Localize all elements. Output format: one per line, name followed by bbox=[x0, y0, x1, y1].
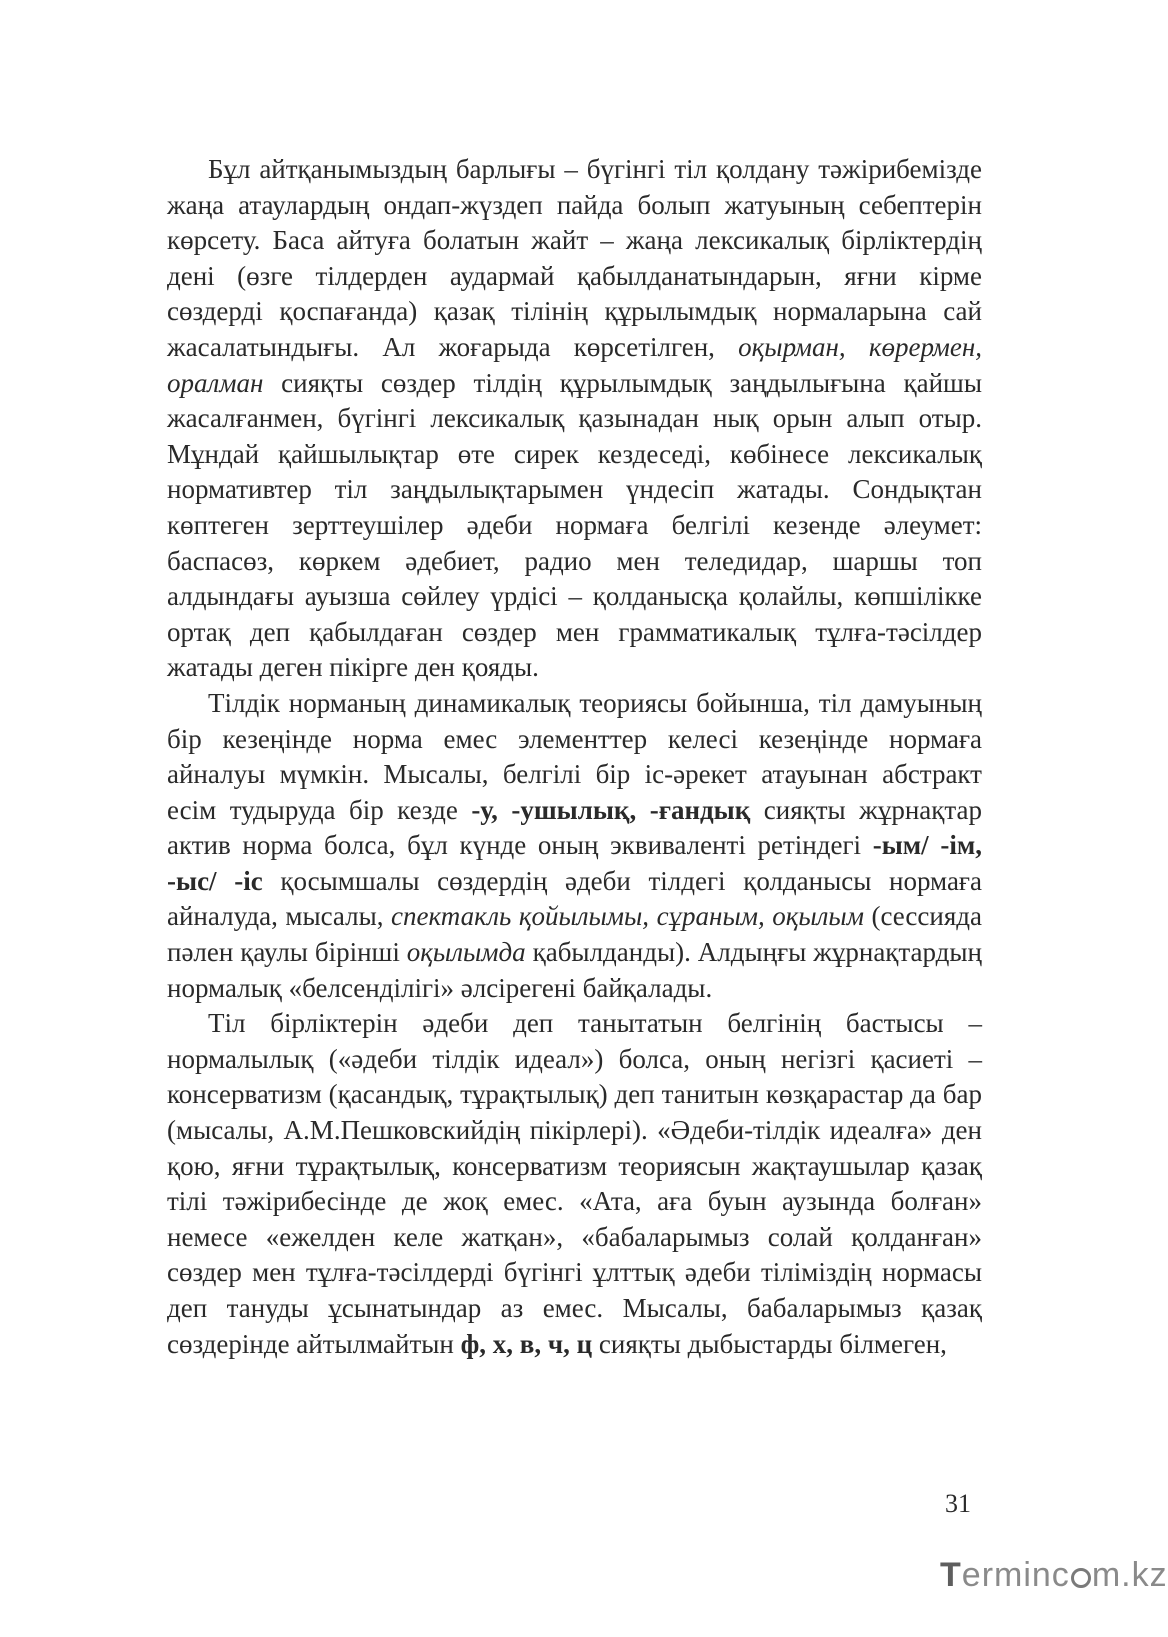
text-run: қосымшалы сөздердің әдеби тілдегі қолданысы нормаға айналуда, мысалы, bbox=[167, 865, 982, 932]
page-number: 31 bbox=[945, 1489, 971, 1518]
text-run: Бұл айтқанымыздың барлығы – бүгінгі тіл қолдану тәжірибемізде жаңа атаулардың ондап-жүздеп пайда болып жатуының себептерін көрсету. Баса айтуға болатын жайт – жаңа лексикалық бірліктердің дені (өзге тілдерден аудармай қабылданатындарын, яғни кірме сөздерді қоспағанда) қазақ тілінің құрылымдық нормаларына сай жасалатындығы. Ал жоғарыда көрсетілген, bbox=[167, 154, 982, 362]
text-run: Тілдік норманың динамикалық теориясы бойынша, тіл дамуының бір кезеңінде норма емес элементтер келесі кезеңінде нормаға айналуы мүмкін. Мысалы, белгілі бір іс-әрекет атауынан абстракт есім тудыруда бір кезде bbox=[167, 687, 982, 825]
text-run: қабылданды). Алдыңғы жұрнақтардың нормалық «белсенділігі» әлсірегені байқалады. bbox=[167, 937, 982, 1003]
watermark-initial: T bbox=[940, 1556, 962, 1594]
paragraph bbox=[167, 1006, 982, 1362]
bold-text-run: ф, х, в, ч, ц bbox=[460, 1328, 593, 1359]
text-run: сияқты сөздер тілдің құрылымдық заңдылығына қайшы жасалғанмен, бүгінгі лексикалық қазынадан нық орын алып отыр. Мұндай қайшылықтар өте сирек кездеседі, көбінесе лексикалық нормативтер тіл заңдылықтарымен үндесіп жатады. Сондықтан көптеген зерттеушілер әдеби нормаға белгілі кезенде әлеумет: баспасөз, көркем әдебиет, радио мен теледидар, шаршы топ алдындағы ауызша сөйлеу үрдісі – қолданысқа қолайлы, көпшілікке ортақ деп қабылдаған сөздер мен грамматикалық тұлға-тәсілдер жатады деген пікірге ден қояды. bbox=[167, 367, 982, 683]
bold-text-run: -у, -ушылық, -ғандық bbox=[471, 794, 751, 825]
watermark-text-part2: m.kz bbox=[1091, 1556, 1168, 1594]
text-run: сияқты дыбыстарды білмеген, bbox=[592, 1328, 947, 1359]
text-run: сияқты жұрнақтар актив норма болса, бұл күнде оның эквиваленті ретіндегі bbox=[167, 794, 982, 861]
paragraph bbox=[167, 686, 982, 1006]
italic-text-run: спектакль қойылымы, сұраным, оқылым bbox=[391, 901, 864, 932]
italic-text-run: оқылымда bbox=[406, 937, 526, 968]
bold-text-run: -ым/ -ім, -ыс/ -іс bbox=[167, 830, 982, 896]
paragraph bbox=[167, 152, 982, 686]
text-run: (сессияда пәлен қаулы бірінші bbox=[167, 901, 982, 968]
watermark-text-part1: erminc bbox=[961, 1556, 1070, 1594]
site-watermark-logo bbox=[940, 1556, 1168, 1595]
watermark-circle-icon bbox=[1071, 1568, 1091, 1588]
italic-text-run: оқырман, көрермен, оралман bbox=[167, 331, 982, 398]
text-run: Тіл бірліктерін әдеби деп танытатын белгінің бастысы – нормалылық («әдеби тілдік идеал») болса, оның негізгі қасиеті – консерватизм (қасандық, тұрақтылық) деп танитын көзқарастар да бар (мысалы, А.М.Пешковскийдің пікірлері). «Әдеби-тілдік идеалға» ден қою, яғни тұрақтылық, консерватизм теориясын жақтаушылар қазақ тілі тәжірибесінде де жоқ емес. «Ата, аға буын аузында болған» немесе «ежелден келе жатқан», «бабаларымыз солай қолданған» сөздер мен тұлға-тәсілдерді бүгінгі ұлттық әдеби тіліміздің нормасы деп тануды ұсынатындар аз емес. Мысалы, бабаларымыз қазақ сөздерінде айтылмайтын bbox=[167, 1008, 982, 1359]
body-text bbox=[167, 152, 982, 1362]
